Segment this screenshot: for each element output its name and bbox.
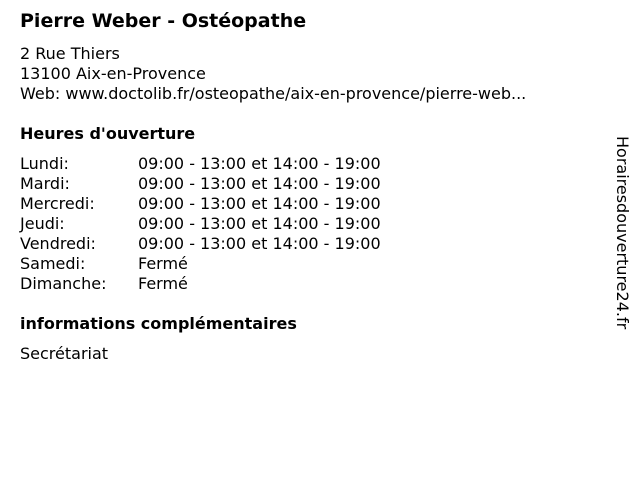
time-range: Fermé xyxy=(138,254,188,273)
business-address xyxy=(20,44,526,104)
address-street: 2 Rue Thiers xyxy=(20,44,120,63)
time-range: 09:00 - 13:00 et 14:00 - 19:00 xyxy=(138,234,381,253)
hours-row-tuesday xyxy=(20,174,381,194)
additional-info-text: Secrétariat xyxy=(20,344,109,363)
time-range: 09:00 - 13:00 et 14:00 - 19:00 xyxy=(138,194,381,213)
hours-row-wednesday xyxy=(20,194,381,214)
additional-info-heading: informations complémentaires xyxy=(20,314,297,333)
time-range: 09:00 - 13:00 et 14:00 - 19:00 xyxy=(138,154,381,173)
day-label: Samedi: xyxy=(20,254,86,273)
day-label: Vendredi: xyxy=(20,234,96,253)
address-city: 13100 Aix-en-Provence xyxy=(20,64,206,83)
website-link[interactable]: Web: www.doctolib.fr/osteopathe/aix-en-provence/pierre-web... xyxy=(20,84,527,103)
hours-row-thursday xyxy=(20,214,381,234)
day-label: Dimanche: xyxy=(20,274,107,293)
day-label: Mardi: xyxy=(20,174,70,193)
hours-row-friday xyxy=(20,234,381,254)
opening-hours-table xyxy=(20,154,381,294)
time-range: 09:00 - 13:00 et 14:00 - 19:00 xyxy=(138,174,381,193)
hours-row-monday xyxy=(20,154,381,174)
time-range: Fermé xyxy=(138,274,188,293)
day-label: Jeudi: xyxy=(20,214,65,233)
hours-row-sunday xyxy=(20,274,381,294)
hours-row-saturday xyxy=(20,254,381,274)
business-title: Pierre Weber - Ostéopathe xyxy=(20,10,307,32)
day-label: Mercredi: xyxy=(20,194,95,213)
brand-watermark-text: Horairesdouverture24.fr xyxy=(613,136,632,330)
opening-hours-heading: Heures d'ouverture xyxy=(20,124,196,143)
time-range: 09:00 - 13:00 et 14:00 - 19:00 xyxy=(138,214,381,233)
day-label: Lundi: xyxy=(20,154,69,173)
brand-watermark xyxy=(610,136,640,366)
